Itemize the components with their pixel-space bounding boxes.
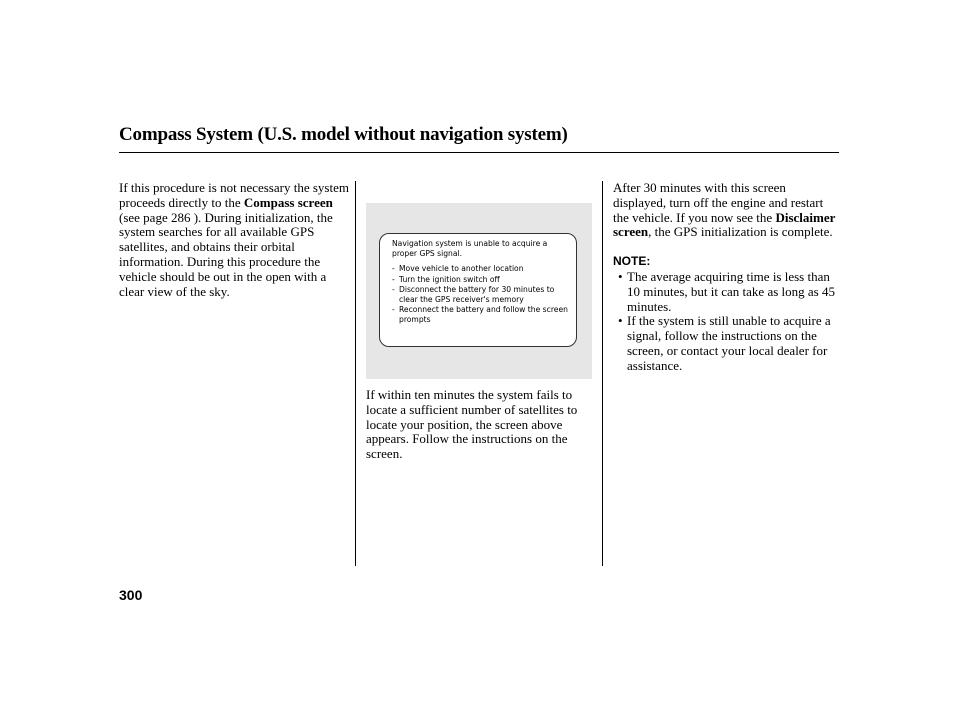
page-number: 300 (119, 587, 143, 603)
screen-item: - Reconnect the battery and follow the screen prompts (392, 305, 568, 325)
bullet-icon: • (618, 313, 623, 329)
screen-item: - Disconnect the battery for 30 minutes to clear the GPS receiver's memory (392, 285, 568, 305)
title-rule (119, 152, 839, 153)
page-title: Compass System (U.S. model without navigation system) (119, 124, 568, 145)
col3-text-b: , the GPS initialization is complete. (648, 224, 833, 240)
note-bullet (613, 314, 838, 373)
note-bullet-text: The average acquiring time is less than 10 minutes, but it can take as long as 45 minutes. (627, 268, 835, 314)
col2-paragraph: If within ten minutes the system fails to locate a sufficient number of satellites to locate your position, the screen above appears. Follow the instructions on the screen. (366, 387, 578, 462)
screen-item: - Turn the ignition switch off (392, 274, 500, 284)
column-2 (366, 388, 594, 462)
note-bullet-text: If the system is still unable to acquire a signal, follow the instructions on the screen, or contact your local dealer for assistance. (627, 313, 831, 373)
screen-item-text: Move vehicle to another location (399, 264, 524, 274)
col1-text-b: (see page 286 ). During initialization, the system searches for all available GPS satellites, and obtains their orbital information. During this procedure the vehicle should be out in the open with a clear view of the sky. (119, 209, 333, 299)
column-divider-2 (602, 181, 603, 566)
col1-paragraph (119, 181, 349, 299)
col3-text-a: After 30 minutes with this screen displayed, turn off the engine and restart the vehicle. If you now see the (613, 180, 824, 225)
column-divider-1 (355, 181, 356, 566)
column-3 (613, 181, 838, 374)
disclaimer-screen-ref: Disclaimer screen (613, 209, 836, 240)
screen-item-text: Turn the ignition switch off (399, 274, 500, 284)
note-bullet (613, 270, 838, 314)
col1-text-a: If this procedure is not necessary the system proceeds directly to the (119, 180, 349, 210)
screen-item-text: Reconnect the battery and follow the screen prompts (399, 305, 568, 325)
column-1 (119, 181, 349, 299)
compass-screen-ref: Compass screen (243, 194, 333, 210)
gps-error-screen (379, 233, 577, 347)
note-label: NOTE: (613, 254, 651, 269)
screen-item-text: Disconnect the battery for 30 minutes to clear the GPS receiver's memory (399, 284, 555, 305)
bullet-icon: • (618, 268, 623, 284)
screen-item: - Move vehicle to another location (392, 264, 524, 274)
screen-heading: Navigation system is unable to acquire a proper GPS signal. (392, 239, 548, 259)
col3-paragraph (613, 181, 838, 240)
